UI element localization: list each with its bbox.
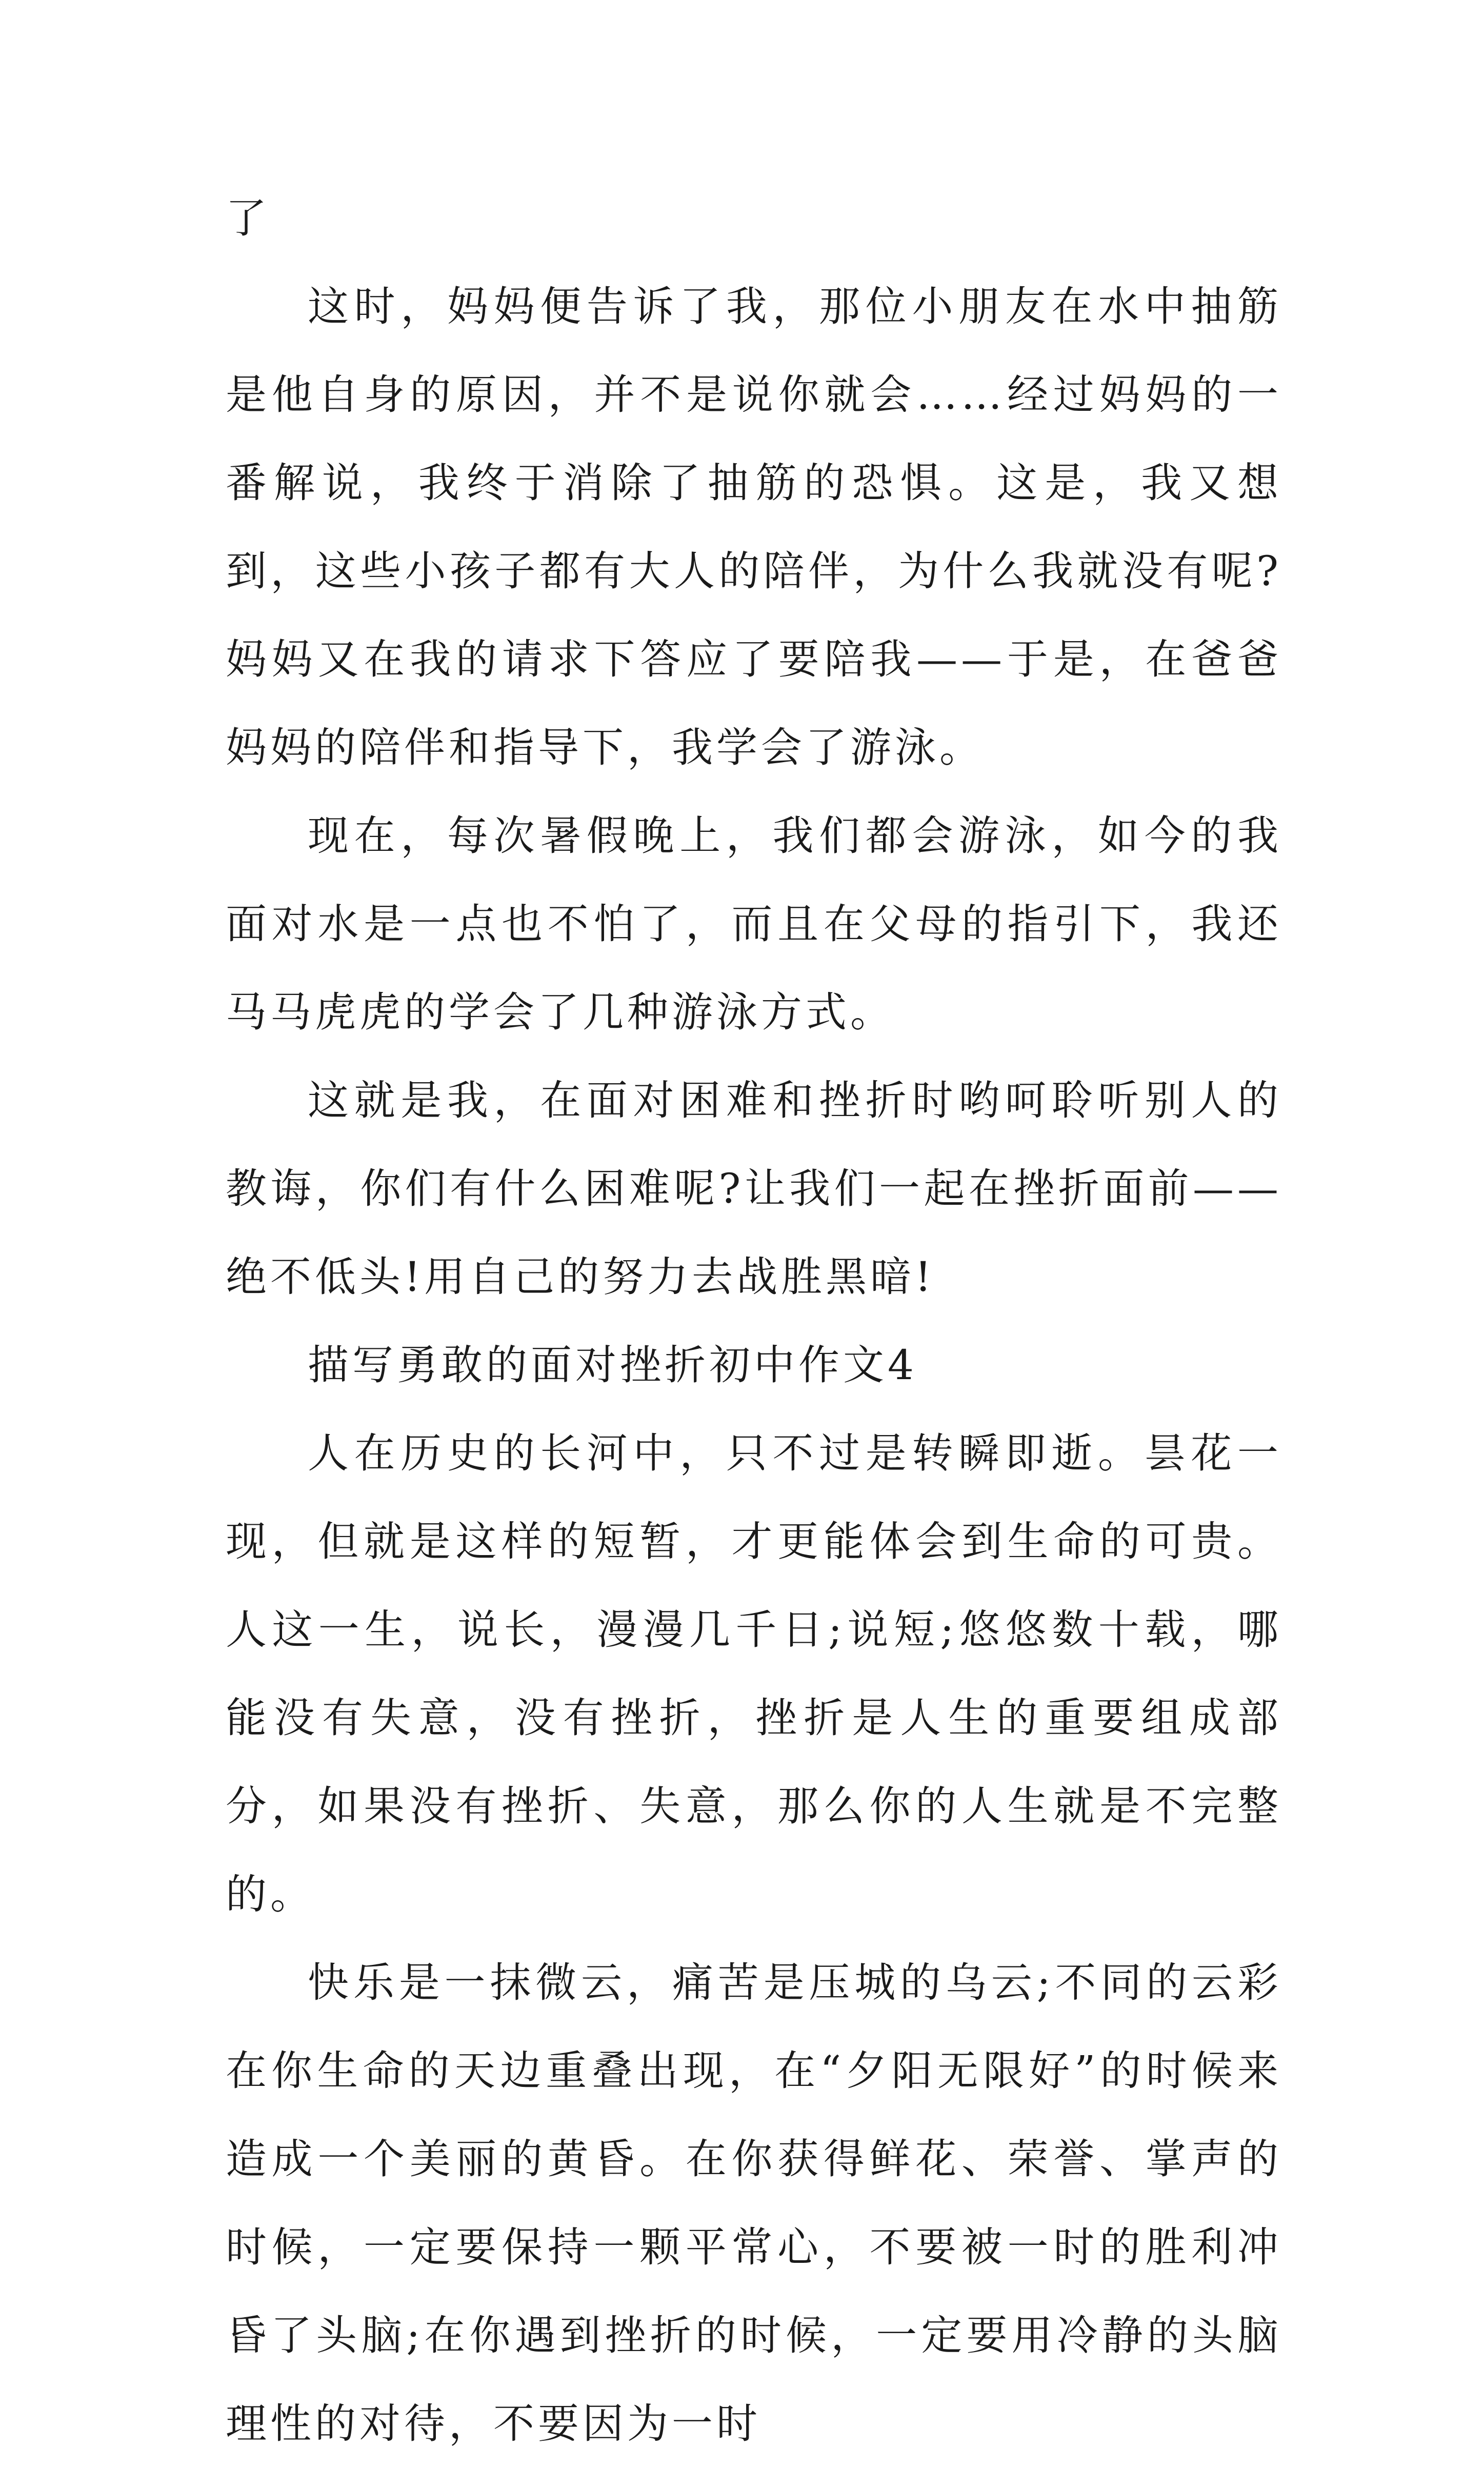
paragraph: 现在，每次暑假晚上，我们都会游泳，如今的我面对水是一点也不怕了，而且在父母的指引下，我还马马虎虎的学会了几种游泳方式。 [226, 812, 1282, 1036]
paragraph-continuation: 了 [226, 194, 270, 242]
section-heading: 描写勇敢的面对挫折初中作文4 [308, 1341, 917, 1389]
paragraph: 这时，妈妈便告诉了我，那位小朋友在水中抽筋是他自身的原因，并不是说你就会……经过妈妈的一番解说，我终于消除了抽筋的恐惧。这是，我又想到，这些小孩子都有大人的陪伴，为什么我就没有呢?妈妈又在我的请求下答应了要陪我——于是，在爸爸妈妈的陪伴和指导下，我学会了游泳。 [226, 283, 1282, 771]
paragraph: 这就是我，在面对困难和挫折时哟呵聆听别人的教诲，你们有什么困难呢?让我们一起在挫折面前——绝不低头!用自己的努力去战胜黑暗! [226, 1077, 1282, 1301]
paragraph: 人在历史的长河中，只不过是转瞬即逝。昙花一现，但就是这样的短暂，才更能体会到生命的可贵。人这一生，说长，漫漫几千日;说短;悠悠数十载，哪能没有失意，没有挫折，挫折是人生的重要组成部分，如果没有挫折、失意，那么你的人生就是不完整的。 [226, 1429, 1282, 1918]
paragraph: 快乐是一抹微云，痛苦是压城的乌云;不同的云彩在你生命的天边重叠出现，在“夕阳无限好”的时候来造成一个美丽的黄昏。在你获得鲜花、荣誉、掌声的时候，一定要保持一颗平常心，不要被一时的胜利冲昏了头脑;在你遇到挫折的时候，一定要用冷静的头脑理性的对待，不要因为一时 [226, 1959, 1282, 2447]
body-text [226, 174, 1282, 2468]
